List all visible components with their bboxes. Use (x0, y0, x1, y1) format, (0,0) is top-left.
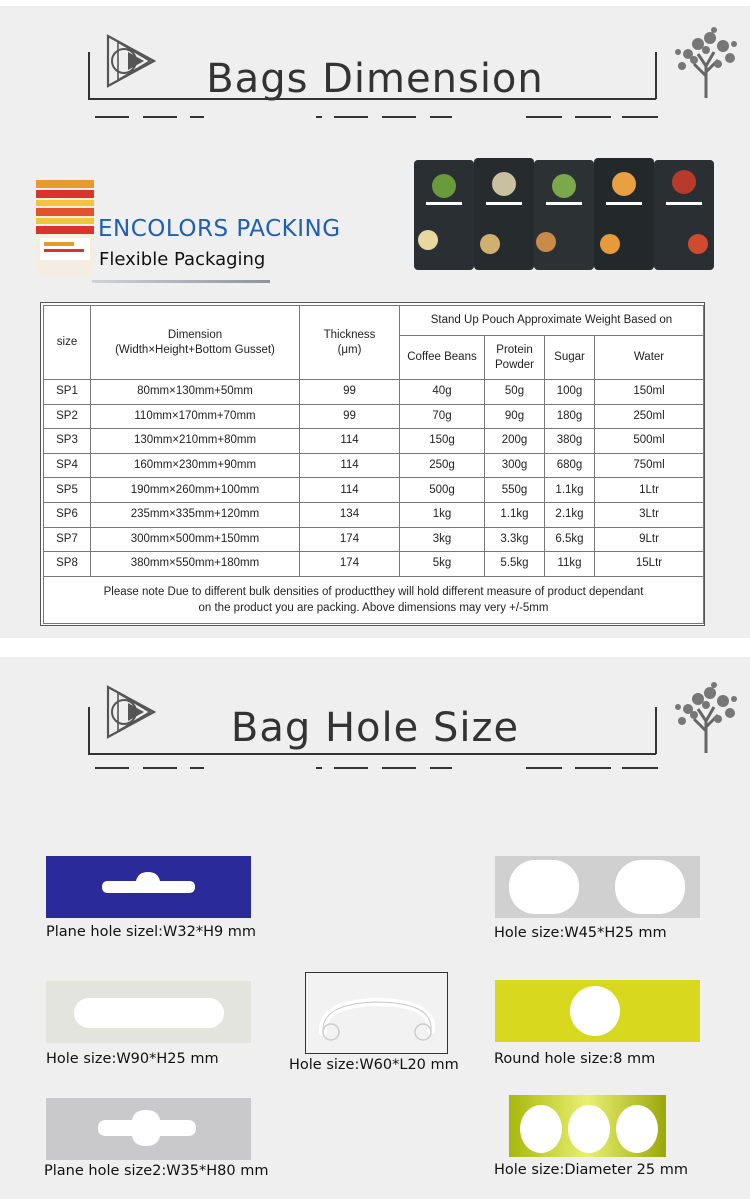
cell-dimension: 130mm×210mm+80mm (91, 429, 300, 454)
dash (316, 767, 322, 769)
bags-dimension-section (0, 6, 750, 638)
cell-size: SP2 (44, 404, 91, 429)
dash (143, 767, 177, 769)
dash (430, 116, 452, 118)
cell-sugar: 680g (545, 453, 595, 478)
table-row (44, 527, 704, 552)
cell-thickness: 174 (300, 527, 400, 552)
cell-dimension: 80mm×130mm+50mm (91, 380, 300, 405)
hole-sample-w45 (495, 856, 700, 918)
cell-water: 250ml (595, 404, 704, 429)
head-protein (485, 336, 545, 380)
cell-coffee: 150g (400, 429, 485, 454)
dash (526, 767, 562, 769)
table-note-line1: Please note Due to different bulk densities of productthey will hold different measure of product dependant (103, 585, 644, 598)
caption-w45: Hole size:W45*H25 mm (494, 925, 667, 941)
cell-size: SP6 (44, 502, 91, 527)
dash (95, 767, 129, 769)
cell-thickness: 114 (300, 478, 400, 503)
dash (190, 116, 204, 118)
title-frame-bottom (88, 753, 656, 755)
hole-sample-w60 (305, 972, 448, 1054)
cell-sugar: 180g (545, 404, 595, 429)
caption-plane2: Plane hole size2:W35*H80 mm (44, 1163, 269, 1179)
dash (526, 116, 562, 118)
head-weight-group: Stand Up Pouch Approximate Weight Based on (400, 306, 704, 336)
caption-w60: Hole size:W60*L20 mm (289, 1057, 459, 1073)
cell-coffee: 40g (400, 380, 485, 405)
cell-protein: 5.5kg (485, 552, 545, 577)
cell-water: 750ml (595, 453, 704, 478)
dash (382, 767, 416, 769)
cell-water: 9Ltr (595, 527, 704, 552)
hole-sample-plane (46, 856, 251, 918)
cell-thickness: 99 (300, 380, 400, 405)
cell-size: SP7 (44, 527, 91, 552)
cell-water: 15Ltr (595, 552, 704, 577)
table-row (44, 429, 704, 454)
cell-thickness: 114 (300, 429, 400, 454)
cell-size: SP4 (44, 453, 91, 478)
cell-thickness: 134 (300, 502, 400, 527)
caption-plane: Plane hole sizel:W32*H9 mm (46, 924, 257, 940)
table-note (44, 576, 704, 623)
dimension-table (40, 302, 705, 626)
cell-thickness: 174 (300, 552, 400, 577)
hole-sample-w90 (46, 981, 251, 1043)
cell-size: SP5 (44, 478, 91, 503)
dash (622, 116, 658, 118)
cell-protein: 200g (485, 429, 545, 454)
dash (622, 767, 658, 769)
table-row (44, 552, 704, 577)
section-title: Bag Hole Size (230, 705, 520, 751)
bag-hole-size-section (0, 657, 750, 1199)
cell-coffee: 3kg (400, 527, 485, 552)
dash (143, 116, 177, 118)
table-row (44, 404, 704, 429)
cell-protein: 550g (485, 478, 545, 503)
cell-coffee: 5kg (400, 552, 485, 577)
hole-sample-diameter (509, 1095, 666, 1157)
dash (95, 116, 129, 118)
cell-protein: 90g (485, 404, 545, 429)
table-row (44, 453, 704, 478)
head-dimension (91, 306, 300, 380)
cell-sugar: 1.1kg (545, 478, 595, 503)
cell-thickness: 99 (300, 404, 400, 429)
cell-coffee: 250g (400, 453, 485, 478)
head-thickness-line2: (μm) (337, 343, 362, 356)
caption-round: Round hole size:8 mm (494, 1051, 656, 1067)
head-thickness-line1: Thickness (323, 328, 376, 341)
hole-sample-round (495, 980, 700, 1042)
table-row (44, 478, 704, 503)
table-note-line2: on the product you are packing. Above dimensions may very +/-5mm (198, 601, 549, 614)
hole-sample-plane2 (46, 1098, 251, 1160)
cell-protein: 50g (485, 380, 545, 405)
dimension-table-grid (43, 305, 704, 624)
head-sugar: Sugar (545, 336, 595, 380)
caption-diameter: Hole size:Diameter 25 mm (494, 1162, 688, 1178)
cell-water: 150ml (595, 380, 704, 405)
dash (430, 767, 452, 769)
cell-dimension: 190mm×260mm+100mm (91, 478, 300, 503)
table-body (44, 380, 704, 577)
head-dimension-line1: Dimension (167, 328, 223, 341)
cell-protein: 1.1kg (485, 502, 545, 527)
caption-w90: Hole size:W90*H25 mm (46, 1051, 219, 1067)
dash (575, 116, 611, 118)
cell-thickness: 114 (300, 453, 400, 478)
cell-dimension: 380mm×550mm+180mm (91, 552, 300, 577)
head-dimension-line2: (Width×Height+Bottom Gusset) (115, 343, 275, 356)
cell-dimension: 235mm×335mm+120mm (91, 502, 300, 527)
cell-water: 3Ltr (595, 502, 704, 527)
cell-coffee: 1kg (400, 502, 485, 527)
head-water: Water (595, 336, 704, 380)
pumpkin-pouch-image (34, 176, 98, 280)
table-row (44, 502, 704, 527)
head-protein-line2: Powder (495, 358, 534, 371)
cell-protein: 300g (485, 453, 545, 478)
cell-sugar: 6.5kg (545, 527, 595, 552)
cell-size: SP8 (44, 552, 91, 577)
cell-water: 500ml (595, 429, 704, 454)
brand-name: ENCOLORS PACKING (98, 216, 341, 242)
cell-sugar: 2.1kg (545, 502, 595, 527)
cell-sugar: 380g (545, 429, 595, 454)
cell-size: SP3 (44, 429, 91, 454)
page-title: Bags Dimension (206, 56, 544, 102)
soup-pouches-image (414, 156, 716, 274)
cell-water: 1Ltr (595, 478, 704, 503)
cell-sugar: 100g (545, 380, 595, 405)
cell-coffee: 70g (400, 404, 485, 429)
cell-dimension: 110mm×170mm+70mm (91, 404, 300, 429)
dash (190, 767, 204, 769)
cell-protein: 3.3kg (485, 527, 545, 552)
head-size: size (44, 306, 91, 380)
brand-tagline: Flexible Packaging (99, 249, 266, 270)
cell-dimension: 160mm×230mm+90mm (91, 453, 300, 478)
cell-coffee: 500g (400, 478, 485, 503)
head-thickness (300, 306, 400, 380)
cell-size: SP1 (44, 380, 91, 405)
table-row (44, 380, 704, 405)
dash (382, 116, 416, 118)
dash (316, 116, 322, 118)
head-coffee: Coffee Beans (400, 336, 485, 380)
cell-dimension: 300mm×500mm+150mm (91, 527, 300, 552)
dash (334, 767, 368, 769)
brand-underline (92, 280, 270, 283)
dash (575, 767, 611, 769)
cell-sugar: 11kg (545, 552, 595, 577)
head-protein-line1: Protein (496, 343, 533, 356)
dash (334, 116, 368, 118)
